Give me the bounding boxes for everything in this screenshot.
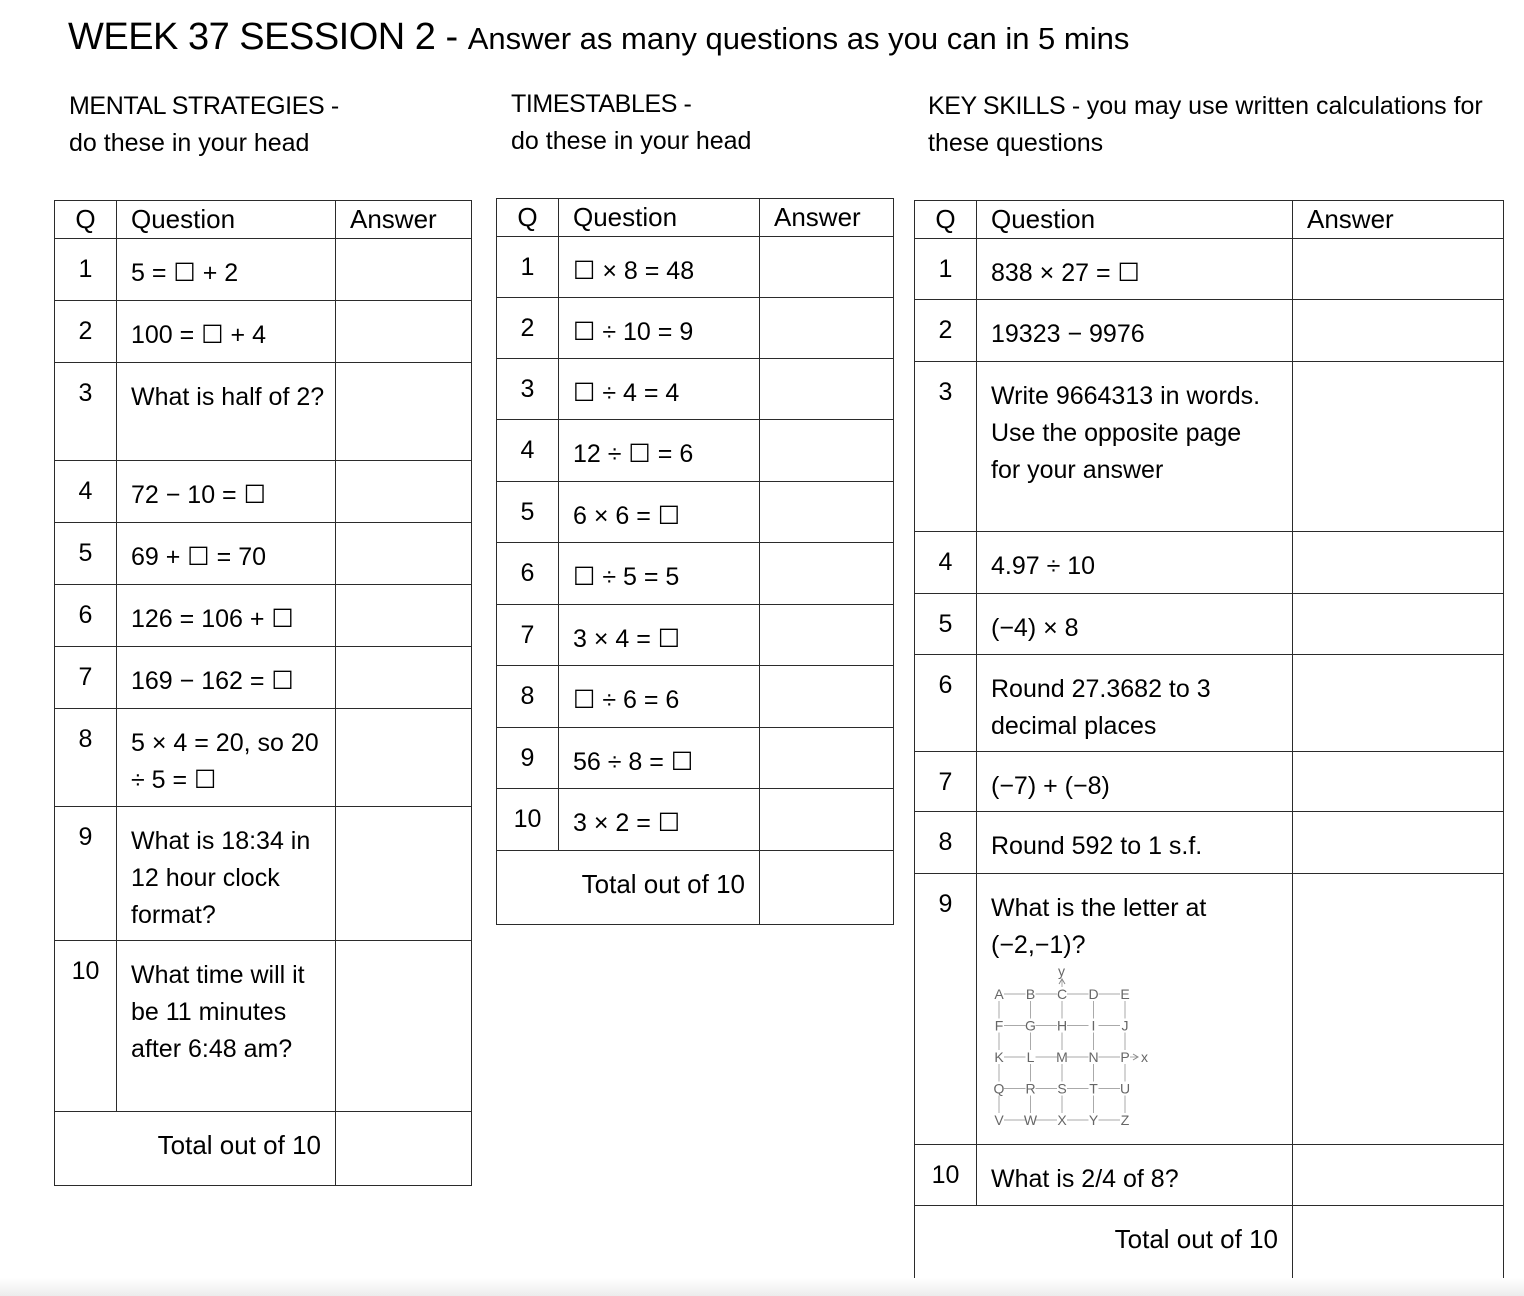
answer-cell[interactable] bbox=[1293, 532, 1504, 594]
answer-cell[interactable] bbox=[336, 239, 472, 301]
grid-letter: Y bbox=[1088, 1112, 1099, 1128]
answer-cell[interactable] bbox=[336, 647, 472, 709]
table-row bbox=[55, 239, 472, 301]
table-row bbox=[915, 532, 1504, 594]
grid-letter: J bbox=[1121, 1017, 1129, 1034]
question-number: 2 bbox=[497, 298, 559, 359]
grid-letter: K bbox=[994, 1049, 1004, 1065]
grid-letter: U bbox=[1119, 1080, 1131, 1097]
question-text: ☐ ÷ 5 = 5 bbox=[559, 543, 760, 605]
table-row bbox=[915, 362, 1504, 532]
col-question-header: Question bbox=[559, 199, 760, 237]
grid-letter: A bbox=[994, 986, 1004, 1002]
question-text: (−7) + (−8) bbox=[977, 752, 1293, 812]
table-row bbox=[497, 298, 894, 359]
table-row bbox=[497, 237, 894, 298]
question-number: 5 bbox=[497, 482, 559, 543]
answer-cell[interactable] bbox=[336, 709, 472, 807]
table-row bbox=[915, 594, 1504, 655]
question-text: 3 × 4 = ☐ bbox=[559, 605, 760, 666]
question-text: 5 = ☐ + 2 bbox=[117, 239, 336, 301]
answer-cell[interactable] bbox=[1293, 594, 1504, 655]
question-number: 1 bbox=[915, 239, 977, 300]
keyskills-section-header bbox=[928, 88, 1522, 162]
mental-heading: MENTAL STRATEGIES - bbox=[69, 92, 339, 120]
answer-cell[interactable] bbox=[336, 523, 472, 585]
question-number: 7 bbox=[497, 605, 559, 666]
question-number: 4 bbox=[55, 461, 117, 523]
total-row bbox=[55, 1112, 472, 1186]
table-row bbox=[55, 363, 472, 461]
answer-cell[interactable] bbox=[1293, 300, 1504, 362]
answer-cell[interactable] bbox=[760, 359, 894, 420]
grid-letter: G bbox=[1025, 1017, 1036, 1034]
table-row bbox=[915, 874, 1504, 1145]
grid-letter: S bbox=[1057, 1080, 1067, 1097]
question-text: ☐ ÷ 6 = 6 bbox=[559, 666, 760, 728]
table-row bbox=[915, 812, 1504, 874]
question-number: 10 bbox=[915, 1145, 977, 1206]
y-axis-label: y bbox=[1058, 964, 1065, 979]
total-label: Total out of 10 bbox=[55, 1112, 336, 1186]
grid-letter: L bbox=[1026, 1049, 1035, 1065]
col-question-header: Question bbox=[977, 201, 1293, 239]
answer-cell[interactable] bbox=[1293, 812, 1504, 874]
table-row bbox=[55, 941, 472, 1112]
question-text: ☐ ÷ 10 = 9 bbox=[559, 298, 760, 359]
grid-letter: W bbox=[1023, 1112, 1038, 1128]
question-number: 2 bbox=[55, 301, 117, 363]
page-bottom-shadow bbox=[0, 1278, 1524, 1296]
total-label: Total out of 10 bbox=[497, 851, 760, 925]
timestables-section-header bbox=[511, 86, 751, 160]
question-number: 10 bbox=[497, 789, 559, 851]
answer-cell[interactable] bbox=[336, 807, 472, 941]
mental-table bbox=[54, 200, 472, 1186]
grid-letter: Z bbox=[1120, 1112, 1130, 1128]
grid-letter: C bbox=[1056, 986, 1068, 1002]
answer-cell[interactable] bbox=[1293, 752, 1504, 812]
table-row bbox=[497, 543, 894, 605]
question-number: 10 bbox=[55, 941, 117, 1112]
question-text: 6 × 6 = ☐ bbox=[559, 482, 760, 543]
table-header-row bbox=[497, 199, 894, 237]
question-number: 7 bbox=[915, 752, 977, 812]
answer-cell[interactable] bbox=[760, 482, 894, 543]
table-row bbox=[55, 585, 472, 647]
table-row bbox=[55, 301, 472, 363]
question-text: Round 592 to 1 s.f. bbox=[977, 812, 1293, 874]
table-row bbox=[497, 728, 894, 789]
grid-letter: E bbox=[1120, 986, 1130, 1002]
table-row bbox=[915, 1145, 1504, 1206]
x-axis-label: x bbox=[1141, 1049, 1148, 1065]
question-text: 126 = 106 + ☐ bbox=[117, 585, 336, 647]
grid-letter: I bbox=[1091, 1017, 1096, 1034]
question-number: 4 bbox=[915, 532, 977, 594]
question-text: (−4) × 8 bbox=[977, 594, 1293, 655]
answer-cell[interactable] bbox=[336, 301, 472, 363]
question-number: 3 bbox=[55, 363, 117, 461]
table-row bbox=[497, 482, 894, 543]
question-number: 2 bbox=[915, 300, 977, 362]
total-label: Total out of 10 bbox=[915, 1206, 1293, 1281]
table-row bbox=[497, 789, 894, 851]
grid-letter: R bbox=[1025, 1080, 1036, 1097]
question-text: Round 27.3682 to 3 decimal places bbox=[977, 655, 1293, 752]
answer-cell[interactable] bbox=[336, 585, 472, 647]
question-number: 8 bbox=[915, 812, 977, 874]
total-answer-cell[interactable] bbox=[760, 851, 894, 925]
table-row bbox=[497, 420, 894, 482]
question-text: 56 ÷ 8 = ☐ bbox=[559, 728, 760, 789]
table-row bbox=[497, 359, 894, 420]
answer-cell[interactable] bbox=[760, 605, 894, 666]
total-row bbox=[915, 1206, 1504, 1281]
answer-cell[interactable] bbox=[1293, 874, 1504, 1145]
question-number: 6 bbox=[55, 585, 117, 647]
answer-cell[interactable] bbox=[760, 420, 894, 482]
grid-letter: B bbox=[1025, 986, 1036, 1002]
answer-cell[interactable] bbox=[336, 461, 472, 523]
table-row bbox=[55, 709, 472, 807]
question-number: 6 bbox=[915, 655, 977, 752]
question-text: 5 × 4 = 20, so 20 ÷ 5 = ☐ bbox=[117, 709, 336, 807]
table-header-row bbox=[55, 201, 472, 239]
grid-letter: X bbox=[1057, 1112, 1067, 1128]
question-text: 19323 − 9976 bbox=[977, 300, 1293, 362]
question-text: What is the letter at (−2,−1)? bbox=[991, 894, 1207, 959]
timestables-table bbox=[496, 198, 894, 925]
question-number: 9 bbox=[497, 728, 559, 789]
question-text: What time will it be 11 minutes after 6:48 am? bbox=[117, 941, 336, 1112]
question-text: What is half of 2? bbox=[117, 363, 336, 461]
col-answer-header: Answer bbox=[336, 201, 472, 239]
answer-cell[interactable] bbox=[1293, 655, 1504, 752]
title-main: WEEK 37 SESSION 2 - bbox=[68, 16, 458, 58]
question-text: 169 − 162 = ☐ bbox=[117, 647, 336, 709]
question-text: Write 9664313 in words. Use the opposite page for your answer bbox=[977, 362, 1293, 532]
grid-letter: P bbox=[1120, 1049, 1130, 1065]
grid-letter: D bbox=[1088, 986, 1099, 1002]
coordinate-letter-grid bbox=[991, 964, 1191, 1144]
table-row bbox=[55, 807, 472, 941]
answer-cell[interactable] bbox=[760, 789, 894, 851]
grid-letter: V bbox=[994, 1112, 1004, 1128]
grid-letter: M bbox=[1056, 1049, 1068, 1065]
question-number: 9 bbox=[915, 874, 977, 1145]
answer-cell[interactable] bbox=[760, 543, 894, 605]
timestables-description: do these in your head bbox=[511, 127, 752, 155]
question-text: 4.97 ÷ 10 bbox=[977, 532, 1293, 594]
question-number: 5 bbox=[915, 594, 977, 655]
total-answer-cell[interactable] bbox=[336, 1112, 472, 1186]
question-number: 3 bbox=[497, 359, 559, 420]
question-number: 6 bbox=[497, 543, 559, 605]
answer-cell[interactable] bbox=[1293, 362, 1504, 532]
question-number: 1 bbox=[55, 239, 117, 301]
question-number: 1 bbox=[497, 237, 559, 298]
question-text: 69 + ☐ = 70 bbox=[117, 523, 336, 585]
answer-cell[interactable] bbox=[1293, 239, 1504, 300]
table-row bbox=[915, 655, 1504, 752]
col-answer-header: Answer bbox=[1293, 201, 1504, 239]
total-answer-cell[interactable] bbox=[1293, 1206, 1504, 1281]
total-row bbox=[497, 851, 894, 925]
question-text: 3 × 2 = ☐ bbox=[559, 789, 760, 851]
question-cell bbox=[977, 874, 1293, 1145]
answer-cell[interactable] bbox=[760, 666, 894, 728]
keyskills-heading-note: you may use written calculations for bbox=[1086, 92, 1483, 120]
col-answer-header: Answer bbox=[760, 199, 894, 237]
answer-cell[interactable] bbox=[760, 298, 894, 359]
question-number: 7 bbox=[55, 647, 117, 709]
title-instructions: Answer as many questions as you can in 5 mins bbox=[467, 21, 1130, 56]
col-q-header: Q bbox=[497, 199, 559, 237]
question-text: What is 2/4 of 8? bbox=[977, 1145, 1293, 1206]
grid-letter: Q bbox=[993, 1080, 1005, 1097]
grid-letter: F bbox=[994, 1017, 1004, 1034]
col-q-header: Q bbox=[55, 201, 117, 239]
answer-cell[interactable] bbox=[1293, 1145, 1504, 1206]
page-title bbox=[68, 16, 1129, 59]
grid-letter: N bbox=[1088, 1049, 1099, 1065]
table-row bbox=[497, 666, 894, 728]
table-row bbox=[55, 647, 472, 709]
question-number: 9 bbox=[55, 807, 117, 941]
timestables-heading: TIMESTABLES - bbox=[511, 90, 692, 118]
keyskills-table bbox=[914, 200, 1504, 1281]
keyskills-description: these questions bbox=[928, 129, 1104, 157]
answer-cell[interactable] bbox=[336, 941, 472, 1112]
grid-letter: H bbox=[1056, 1017, 1068, 1034]
table-row bbox=[55, 461, 472, 523]
table-row bbox=[915, 239, 1504, 300]
question-number: 8 bbox=[497, 666, 559, 728]
question-text: 100 = ☐ + 4 bbox=[117, 301, 336, 363]
answer-cell[interactable] bbox=[760, 237, 894, 298]
question-number: 4 bbox=[497, 420, 559, 482]
question-text: 72 − 10 = ☐ bbox=[117, 461, 336, 523]
table-row bbox=[497, 605, 894, 666]
col-question-header: Question bbox=[117, 201, 336, 239]
table-row bbox=[915, 300, 1504, 362]
question-number: 5 bbox=[55, 523, 117, 585]
table-header-row bbox=[915, 201, 1504, 239]
answer-cell[interactable] bbox=[336, 363, 472, 461]
keyskills-heading: KEY SKILLS - bbox=[928, 92, 1080, 120]
mental-section-header bbox=[69, 88, 339, 162]
question-number: 8 bbox=[55, 709, 117, 807]
table-row bbox=[915, 752, 1504, 812]
question-text: ☐ × 8 = 48 bbox=[559, 237, 760, 298]
question-text: 12 ÷ ☐ = 6 bbox=[559, 420, 760, 482]
grid-letter: T bbox=[1089, 1080, 1098, 1097]
question-number: 3 bbox=[915, 362, 977, 532]
question-text: ☐ ÷ 4 = 4 bbox=[559, 359, 760, 420]
table-row bbox=[55, 523, 472, 585]
col-q-header: Q bbox=[915, 201, 977, 239]
answer-cell[interactable] bbox=[760, 728, 894, 789]
question-text: What is 18:34 in 12 hour clock format? bbox=[117, 807, 336, 941]
mental-description: do these in your head bbox=[69, 129, 310, 157]
question-text: 838 × 27 = ☐ bbox=[977, 239, 1293, 300]
